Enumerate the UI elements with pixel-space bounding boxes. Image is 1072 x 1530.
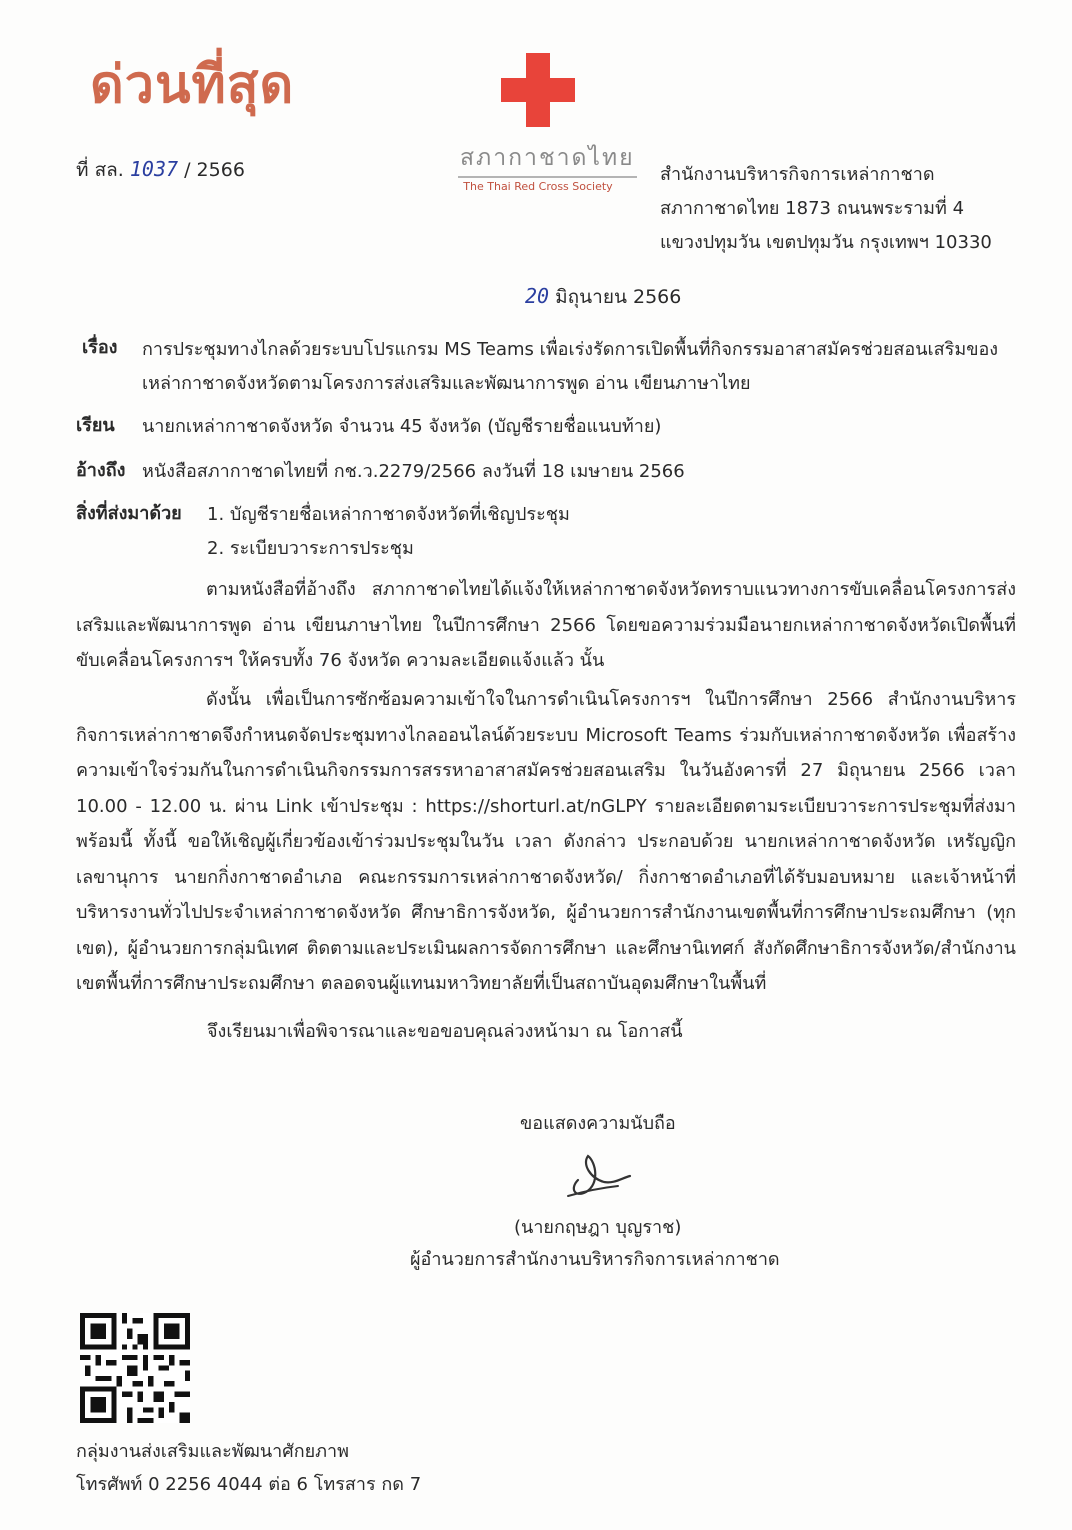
reference-label: อ้างถึง	[76, 460, 126, 481]
date-day-handwritten: 20	[525, 284, 550, 308]
address-line-2: สภากาชาดไทย 1873 ถนนพระรามที่ 4	[660, 198, 965, 219]
qr-code-icon[interactable]	[80, 1313, 190, 1423]
subject-line-1: การประชุมทางไกลด้วยระบบโปรแกรม MS Teams เพื่อเร่งรัดการเปิดพื้นที่กิจกรรมอาสาสมัครช่วยสอนเสริมของ	[142, 339, 999, 360]
subject-line-2: เหล่ากาชาดจังหวัดตามโครงการส่งเสริมและพัฒนาการพูด อ่าน เขียนภาษาไทย	[142, 373, 751, 394]
doc-prefix: ที่ สล.	[76, 159, 124, 181]
body-paragraph-2: ดังนั้น เพื่อเป็นการซักซ้อมความเข้าใจในการดำเนินโครงการฯ ในปีการศึกษา 2566 สำนักงานบริหารกิจการเหล่ากาชาดจึงกำหนดจัดประชุมทางไกลออนไลน์ด้วยระบบ Microsoft Teams ร่วมกับเหล่ากาชาดจังหวัด เพื่อสร้างความเข้าใจร่วมกันในการดำเนินกิจกรรมการสรรหาอาสาสมัครช่วยสอนเสริม ในวันอังคารที่ 27 มิถุนายน 2566 เวลา 10.00 - 12.00 น. ผ่าน Link เข้าประชุม : https://shorturl.at/nGLPY รายละเอียดตามระเบียบวาระการประชุมที่ส่งมาพร้อมนี้ ทั้งนี้ ขอให้เชิญผู้เกี่ยวข้องเข้าร่วมประชุมในวัน เวลา ดังกล่าว ประกอบด้วย นายกเหล่ากาชาดจังหวัด เหรัญญิก เลขานุการ นายกกิ่งกาชาดอำเภอ คณะกรรมการเหล่ากาชาดจังหวัด/ กิ่งกาชาดอำเภอที่ได้รับมอบหมาย และเจ้าหน้าที่บริหารงานทั่วไปประจำเหล่ากาชาดจังหวัด ศึกษาธิการจังหวัด, ผู้อำนวยการสำนักงานเขตพื้นที่การศึกษาประถมศึกษา (ทุกเขต), ผู้อำนวยการกลุ่มนิเทศ ติดตามและประเมินผลการจัดการศึกษา และศึกษานิเทศก์ สังกัดศึกษาธิการจังหวัด/สำนักงานเขตพื้นที่การศึกษาประถมศึกษา ตลอดจนผู้แทนมหาวิทยาลัยที่เป็นสถาบันอุดมศึกษาในพื้นที่	[76, 689, 1016, 994]
footer-contact: โทรศัพท์ 0 2256 4044 ต่อ 6 โทรสาร กด 7	[76, 1474, 422, 1495]
document-number	[76, 155, 245, 185]
doc-number-handwritten: 1037	[129, 157, 179, 181]
address-line-3: แขวงปทุมวัน เขตปทุมวัน กรุงเทพฯ 10330	[660, 232, 992, 253]
logo-english-text: The Thai Red Cross Society	[463, 180, 613, 193]
signature-image	[560, 1148, 640, 1203]
urgency-stamp: ด่วนที่สุด	[90, 54, 295, 115]
subject-label: เรื่อง	[82, 337, 118, 358]
date-month-year: มิถุนายน 2566	[555, 286, 682, 308]
body-paragraph-1: ตามหนังสือที่อ้างถึง สภากาชาดไทยได้แจ้งให้เหล่ากาชาดจังหวัดทราบแนวทางการขับเคลื่อนโครงการส่งเสริมและพัฒนาการพูด อ่าน เขียนภาษาไทย ในปีการศึกษา 2566 โดยขอความร่วมมือนายกเหล่ากาชาดจังหวัดเปิดพื้นที่ขับเคลื่อนโครงการฯ ให้ครบทั้ง 76 จังหวัด ความละเอียดแจ้งแล้ว นั้น	[76, 579, 1016, 671]
footer-department: กลุ่มงานส่งเสริมและพัฒนาศักยภาพ	[76, 1441, 349, 1462]
document-date	[525, 282, 681, 312]
red-cross-icon	[498, 50, 578, 130]
recipient-label: เรียน	[76, 415, 115, 436]
reference-value: หนังสือสภากาชาดไทยที่ กช.ว.2279/2566 ลงวันที่ 18 เมษายน 2566	[142, 461, 685, 482]
sender-address	[660, 158, 992, 260]
regards-text: ขอแสดงความนับถือ	[520, 1113, 676, 1134]
recipient-value: นายกเหล่ากาชาดจังหวัด จำนวน 45 จังหวัด (บัญชีรายชื่อแนบท้าย)	[142, 416, 662, 437]
enclosure-item-2: 2. ระเบียบวาระการประชุม	[207, 538, 414, 559]
doc-suffix: / 2566	[184, 159, 245, 181]
enclosure-item-1: 1. บัญชีรายชื่อเหล่ากาชาดจังหวัดที่เชิญประชุม	[207, 504, 570, 525]
signer-position: ผู้อำนวยการสำนักงานบริหารกิจการเหล่ากาชาด	[410, 1249, 780, 1270]
logo-thai-text: สภากาชาดไทย	[458, 140, 637, 178]
enclosures-label: สิ่งที่ส่งมาด้วย	[76, 503, 182, 524]
thai-red-cross-logo	[458, 50, 635, 193]
closing-sentence: จึงเรียนมาเพื่อพิจารณาและขอขอบคุณล่วงหน้ามา ณ โอกาสนี้	[207, 1021, 683, 1042]
address-line-1: สำนักงานบริหารกิจการเหล่ากาชาด	[660, 164, 935, 185]
signer-name: (นายกฤษฎา บุญราช)	[514, 1217, 682, 1238]
